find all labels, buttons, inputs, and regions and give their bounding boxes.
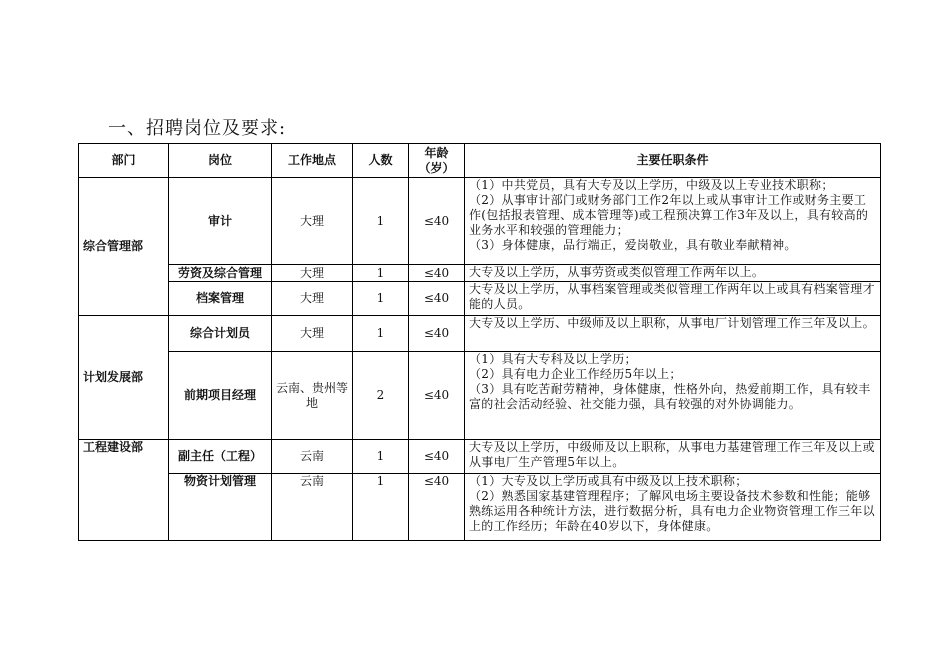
section-heading: 一、招聘岗位及要求:	[108, 118, 287, 139]
requirement-line: 大专及以上学历，从事劳资或类似管理工作两年以上。	[469, 265, 765, 279]
requirement-line: （3）身体健康，品行端正，爱岗敬业，具有敬业奉献精神。	[469, 238, 797, 252]
age-cell: ≤40	[409, 265, 465, 282]
table-row	[79, 440, 881, 474]
requirements-cell	[465, 352, 881, 440]
position-cell: 综合计划员	[169, 316, 272, 352]
requirement-line: 大专及以上学历、中级师及以上职称，从事电厂计划管理工作三年及以上。	[469, 316, 875, 330]
requirements-cell	[465, 440, 881, 474]
location-cell: 云南	[272, 474, 353, 541]
location-cell: 云南	[272, 440, 353, 474]
count-cell: 1	[353, 440, 409, 474]
requirements-cell	[465, 282, 881, 316]
age-cell: ≤40	[409, 316, 465, 352]
table-row	[79, 352, 881, 440]
requirements-cell	[465, 265, 881, 282]
age-cell: ≤40	[409, 178, 465, 265]
requirement-line: （2）从事审计部门或财务部门工作2年以上或从事审计工作或财务主要工作(包括报表管理、成本管理等)或工程预决算工作3年及以上，具有较高的业务水平和较强的管理能力；	[469, 193, 869, 237]
age-cell: ≤40	[409, 282, 465, 316]
header-dept: 部门	[79, 144, 169, 178]
dept-cell: 综合管理部	[79, 178, 169, 316]
table-header-row	[79, 144, 881, 178]
requirements-cell	[465, 474, 881, 541]
requirement-line: 大专及以上学历，中级师及以上职称，从事电力基建管理工作三年及以上或从事电厂生产管理5年以上。	[469, 440, 875, 469]
header-age-line2: （岁）	[418, 160, 455, 175]
table-row	[79, 265, 881, 282]
age-cell: ≤40	[409, 352, 465, 440]
location-cell: 大理	[272, 282, 353, 316]
recruitment-table	[78, 143, 881, 541]
location-cell: 云南、贵州等地	[272, 352, 353, 440]
header-requirements: 主要任职条件	[465, 144, 881, 178]
requirement-line: （2）熟悉国家基建管理程序；了解风电场主要设备技术参数和性能；能够熟练运用各种统计方法，进行数据分析，具有电力企业物资管理工作三年以上的工作经历；年龄在40岁以下，身体健康。	[469, 489, 875, 533]
requirement-line: （1）大专及以上学历或具有中级及以上技术职称；	[469, 474, 748, 488]
table-row	[79, 282, 881, 316]
requirement-line: （1）具有大专科及以上学历；	[469, 352, 637, 366]
requirement-line: （2）具有电力企业工作经历5年以上；	[469, 367, 682, 381]
table-row	[79, 178, 881, 265]
count-cell: 1	[353, 178, 409, 265]
header-location: 工作地点	[272, 144, 353, 178]
requirement-line: （3）具有吃苦耐劳精神，身体健康，性格外向，热爱前期工作，具有较丰富的社会活动经验、社交能力强，具有较强的对外协调能力。	[469, 382, 871, 411]
position-cell: 审计	[169, 178, 272, 265]
requirement-line: （1）中共党员，具有大专及以上学历，中级及以上专业技术职称；	[469, 178, 834, 192]
count-cell: 2	[353, 352, 409, 440]
position-cell: 副主任（工程）	[169, 440, 272, 474]
location-cell: 大理	[272, 316, 353, 352]
header-position: 岗位	[169, 144, 272, 178]
header-count: 人数	[353, 144, 409, 178]
dept-cell: 工程建设部	[79, 440, 169, 541]
age-cell: ≤40	[409, 474, 465, 541]
count-cell: 1	[353, 316, 409, 352]
position-cell: 物资计划管理	[169, 474, 272, 541]
table-row	[79, 474, 881, 541]
table-row	[79, 316, 881, 352]
position-cell: 前期项目经理	[169, 352, 272, 440]
dept-cell: 计划发展部	[79, 316, 169, 440]
count-cell: 1	[353, 474, 409, 541]
header-age	[409, 144, 465, 178]
location-cell: 大理	[272, 265, 353, 282]
position-cell: 档案管理	[169, 282, 272, 316]
position-cell: 劳资及综合管理	[169, 265, 272, 282]
count-cell: 1	[353, 282, 409, 316]
requirements-cell	[465, 178, 881, 265]
header-age-line1: 年龄	[424, 145, 449, 160]
requirements-cell	[465, 316, 881, 352]
location-cell: 大理	[272, 178, 353, 265]
age-cell: ≤40	[409, 440, 465, 474]
requirement-line: 大专及以上学历，从事档案管理或类似管理工作两年以上或具有档案管理才能的人员。	[469, 282, 875, 311]
count-cell: 1	[353, 265, 409, 282]
